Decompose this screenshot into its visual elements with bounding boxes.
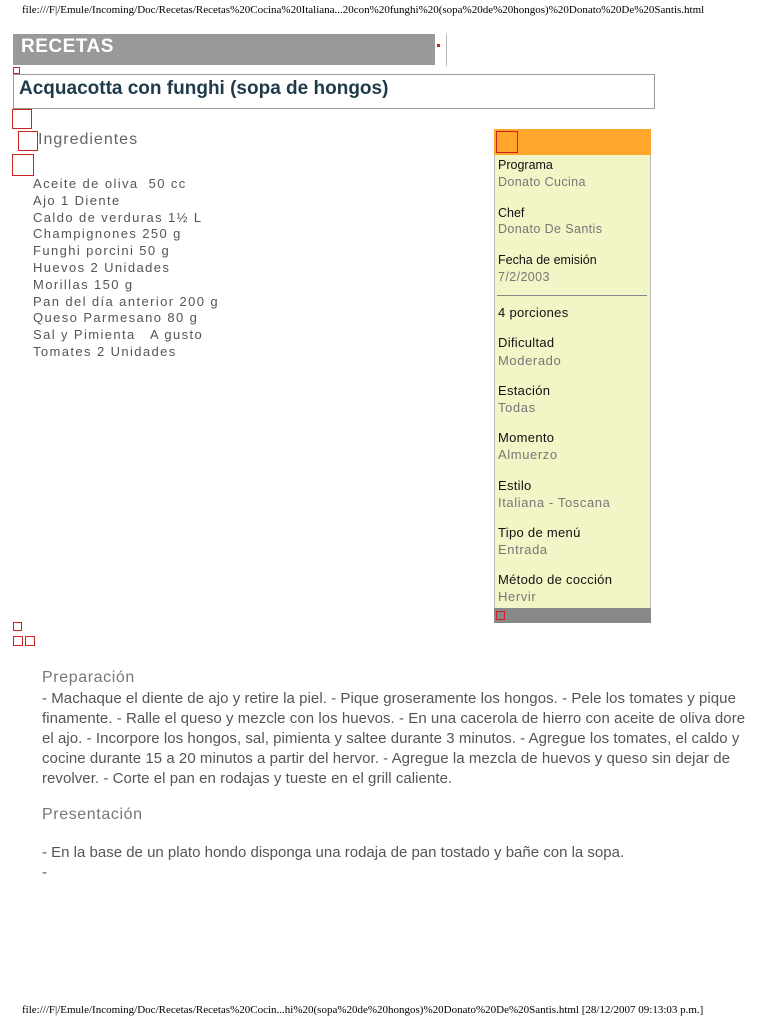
- ingredient-item: Sal y Pimienta A gusto: [33, 327, 204, 343]
- programa-label: Programa: [498, 158, 553, 172]
- red-dot-icon: [437, 44, 440, 47]
- tipo-menu-label: Tipo de menú: [498, 525, 581, 540]
- momento-value: Almuerzo: [498, 447, 558, 462]
- ingredient-item: Champignones 250 g: [33, 226, 182, 242]
- broken-image-icon: [12, 109, 32, 129]
- estilo-value: Italiana - Toscana: [498, 495, 611, 510]
- ingredients-list: [33, 176, 219, 361]
- estacion-label: Estación: [498, 383, 551, 398]
- broken-image-icon: [25, 636, 35, 646]
- broken-image-icon: [18, 131, 38, 151]
- ingredient-item: Aceite de oliva 50 cc: [33, 176, 187, 191]
- fecha-value: 7/2/2003: [498, 270, 550, 284]
- broken-image-icon: [496, 611, 505, 620]
- header-divider: [446, 34, 447, 66]
- presentacion-text: - En la base de un plato hondo disponga una rodaja de pan tostado y bañe con la sopa.: [42, 844, 625, 861]
- metodo-value: Hervir: [498, 589, 537, 604]
- presentacion-dash: -: [42, 864, 47, 881]
- recipe-title: Acquacotta con funghi (sopa de hongos): [19, 78, 389, 99]
- print-header-url: file:///F|/Emule/Incoming/Doc/Recetas/Recetas%20Cocina%20Italiana...20con%20funghi%20(sopa%20de%20hongos)%20Donato%20De%20Santis.html: [22, 4, 705, 16]
- programa-value: Donato Cucina: [498, 175, 586, 189]
- chef-value: Donato De Santis: [498, 222, 603, 236]
- broken-image-icon: [13, 636, 23, 646]
- metodo-label: Método de cocción: [498, 572, 613, 587]
- presentacion-heading: Presentación: [42, 806, 143, 823]
- sidebar-divider: [497, 295, 647, 296]
- dificultad-label: Dificultad: [498, 335, 555, 350]
- ingredient-item: Huevos 2 Unidades: [33, 259, 171, 275]
- broken-image-icon: [13, 622, 22, 631]
- print-footer: file:///F|/Emule/Incoming/Doc/Recetas/Recetas%20Cocin...hi%20(sopa%20de%20hongos)%20Donato%20De%20Santis.html [28/12/2007 09:13:03 p.m.]: [22, 1004, 704, 1016]
- ingredient-item: Caldo de verduras 1½ L: [33, 209, 203, 225]
- broken-image-icon: [496, 131, 518, 153]
- chef-label: Chef: [498, 206, 525, 220]
- preparacion-heading: Preparación: [42, 669, 135, 686]
- fecha-label: Fecha de emisión: [498, 253, 597, 267]
- broken-image-icon: [13, 67, 20, 74]
- ingredient-item: Ajo 1 Diente: [33, 192, 121, 208]
- ingredients-heading: Ingredientes: [38, 131, 139, 148]
- estacion-value: Todas: [498, 400, 536, 415]
- estilo-label: Estilo: [498, 478, 532, 493]
- ingredient-item: Funghi porcini 50 g: [33, 243, 171, 259]
- ingredient-item: Tomates 2 Unidades: [33, 343, 177, 359]
- tipo-menu-value: Entrada: [498, 542, 548, 557]
- brand-title[interactable]: RECETAS: [21, 36, 114, 57]
- broken-image-icon: [12, 154, 34, 176]
- momento-label: Momento: [498, 430, 555, 445]
- dificultad-value: Moderado: [498, 353, 562, 368]
- preparacion-text: - Machaque el diente de ajo y retire la piel. - Pique groseramente los hongos. - Pele los tomates y pique finamente. - Ralle el queso y mezcle con los huevos. - En una cacerola de hierro con aceite de oliva dore el ajo. - Incorpore los hongos, sal, pimienta y saltee durante 3 minutos. - Agregue los tomates, el caldo y cocine durante 15 a 20 minutos a partir del hervor. - Agregue la mezcla de huevos y queso sin dejar de revolver. - Corte el pan en rodajas y tueste en el grill caliente.: [42, 690, 746, 787]
- ingredient-item: Queso Parmesano 80 g: [33, 310, 199, 326]
- ingredient-item: Pan del día anterior 200 g: [33, 293, 220, 309]
- sidebar-footer: [494, 608, 651, 623]
- porciones-value: 4 porciones: [498, 305, 569, 320]
- ingredient-item: Morillas 150 g: [33, 276, 134, 292]
